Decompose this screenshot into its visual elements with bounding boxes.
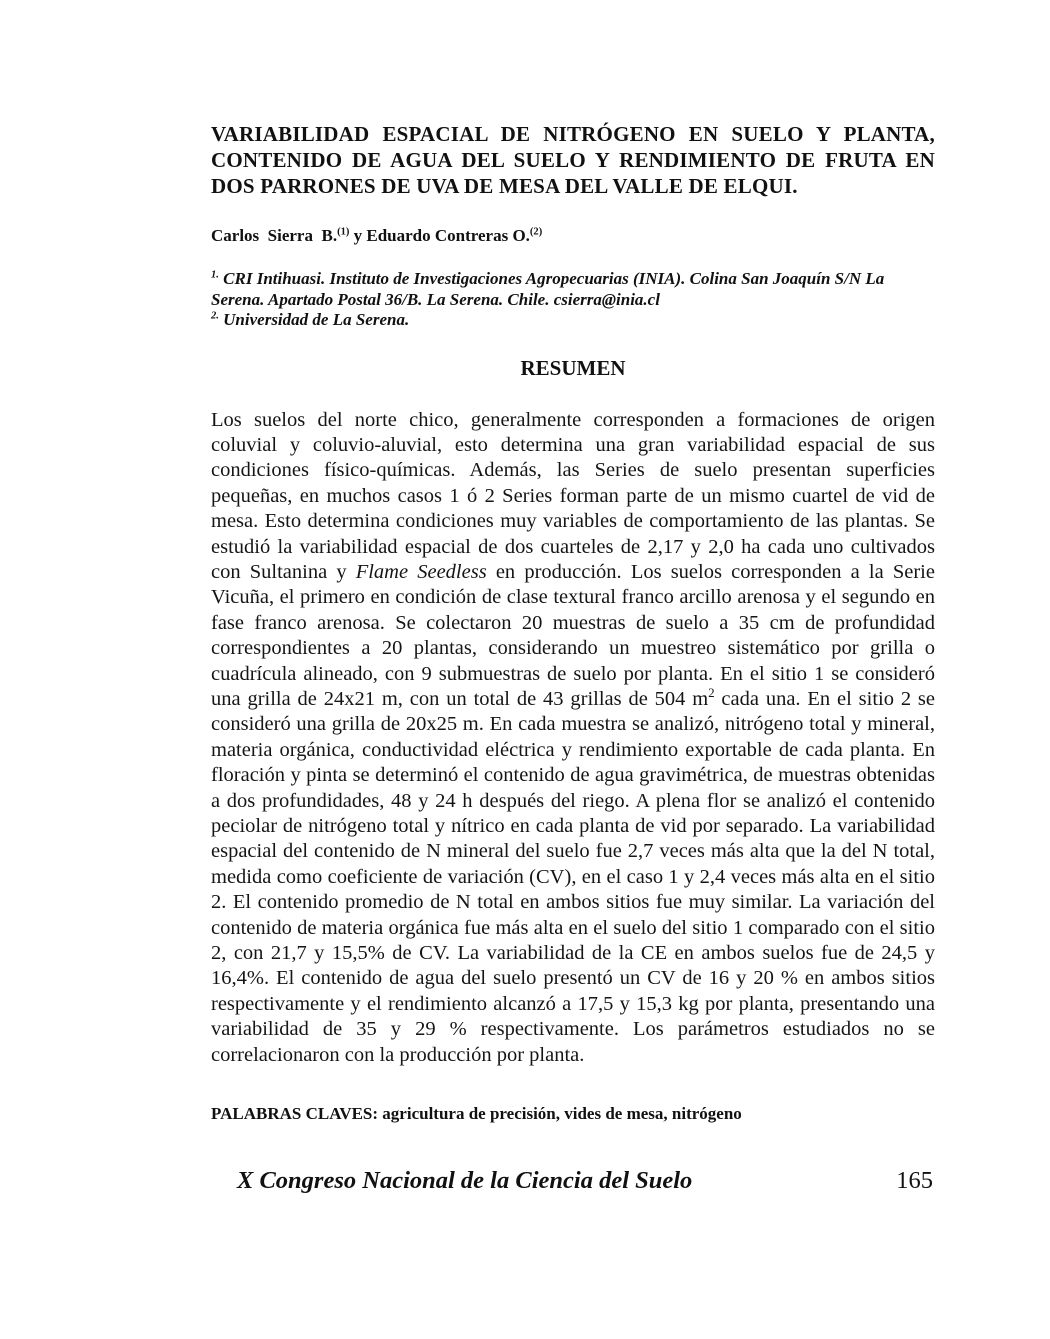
abstract-paragraph <box>211 408 935 1069</box>
squared-superscript: 2 <box>708 686 715 701</box>
abstract-text-2: en producción. Los suelos corresponden a la Serie Vicuña, el primero en condición de clase textural franco arcillo arenosa y el segundo en fase franco arenosa. Se colectaron 20 muestras de suelo a 35 cm de profundidad correspondientes a 20 plantas, considerando un muestreo sistemático por grilla o cuadrícula alineado, con 9 submuestras de suelo por planta. En el sitio 1 se consideró una grilla de 24x21 m, con un total de 43 grillas de 504 m <box>211 560 935 710</box>
affiliation-1-text: CRI Intihuasi. Instituto de Investigaciones Agropecuarias (INIA). Colina San Joaquín S/N La Serena. Apartado Postal 36/B. La Serena. Chile. csierra@inia.cl <box>211 269 885 309</box>
affiliation-2-text: Universidad de La Serena. <box>218 310 410 329</box>
footer-congress-title: X Congreso Nacional de la Ciencia del Suelo <box>237 1167 693 1195</box>
authors-line <box>211 226 935 246</box>
author-1-superscript: (1) <box>337 226 350 238</box>
page-footer <box>211 1166 935 1196</box>
affiliation-item-2 <box>211 310 935 331</box>
affiliation-1-superscript: 1. <box>211 269 219 281</box>
keywords-value: agricultura de precisión, vides de mesa, nitrógeno <box>378 1104 742 1124</box>
paper-title <box>211 121 935 199</box>
content-area <box>211 0 935 1196</box>
affiliations <box>211 269 935 331</box>
resumen-heading: RESUMEN <box>520 355 626 380</box>
affiliation-item-1 <box>211 269 935 310</box>
paper-title-line-2: CONTENIDO DE AGUA DEL SUELO Y RENDIMIENTO DE FRUTA EN <box>211 148 935 172</box>
authors-connector: y <box>349 226 367 245</box>
keywords-line <box>211 1104 935 1124</box>
paper-title-line-3: DOS PARRONES DE UVA DE MESA DEL VALLE DE ELQUI. <box>211 174 798 198</box>
author-2-superscript: (2) <box>529 226 543 238</box>
affiliation-2-superscript: 2. <box>211 310 219 322</box>
paper-title-line-1: VARIABILIDAD ESPACIAL DE NITRÓGENO EN SUELO Y PLANTA, <box>211 122 935 146</box>
abstract-text-1: Los suelos del norte chico, generalmente corresponden a formaciones de origen coluvial y coluvio-aluvial, esto determina una gran variabilidad espacial de sus condiciones físico-químicas. Además, las Series de suelo presentan superficies pequeñas, en muchos casos 1 ó 2 Series forman parte de un mismo cuartel de vid de mesa. Esto determina condiciones muy variables de comportamiento de las plantas. Se estudió la variabilidad espacial de dos cuarteles de 2,17 y 2,0 ha cada uno cultivados con Sultanina y <box>211 408 935 583</box>
author-2-name: Eduardo Contreras O. <box>366 226 530 245</box>
abstract-text-3: cada una. En el sitio 2 se consideró una grilla de 20x25 m. En cada muestra se analizó, nitrógeno total y mineral, materia orgánica, conductividad eléctrica y rendimiento exportable de cada planta. En floración y pinta se determinó el contenido de agua gravimétrica, de muestras obtenidas a dos profundidades, 48 y 24 h después del riego. A plena flor se analizó el contenido peciolar de nitrógeno total y nítrico en cada planta de vid por separado. La variabilidad espacial del contenido de N mineral del suelo fue 2,7 veces más alta que la del N total, medida como coeficiente de variación (CV), en el caso 1 y 2,4 veces más alta en el sitio 2. El contenido promedio de N total en ambos sitios fue muy similar. La variación del contenido de materia orgánica fue más alta en el suelo del sitio 1 comparado con el sitio 2, con 21,7 y 15,5% de CV. La variabilidad de la CE en ambos suelos fue de 24,5 y 16,4%. El contenido de agua del suelo presentó un CV de 16 y 20 % en ambos sitios respectivamente y el rendimiento alcanzó a 17,5 y 15,3 kg por planta, presentando una variabilidad de 35 y 29 % respectivamente. Los parámetros estudiados no se correlacionaron con la producción por planta. <box>211 687 935 1066</box>
author-1-name: Carlos Sierra B. <box>211 226 338 245</box>
cultivar-name-italic: Flame Seedless <box>355 560 487 583</box>
keywords-label: PALABRAS CLAVES: <box>211 1104 379 1124</box>
footer-page-number: 165 <box>896 1167 933 1195</box>
